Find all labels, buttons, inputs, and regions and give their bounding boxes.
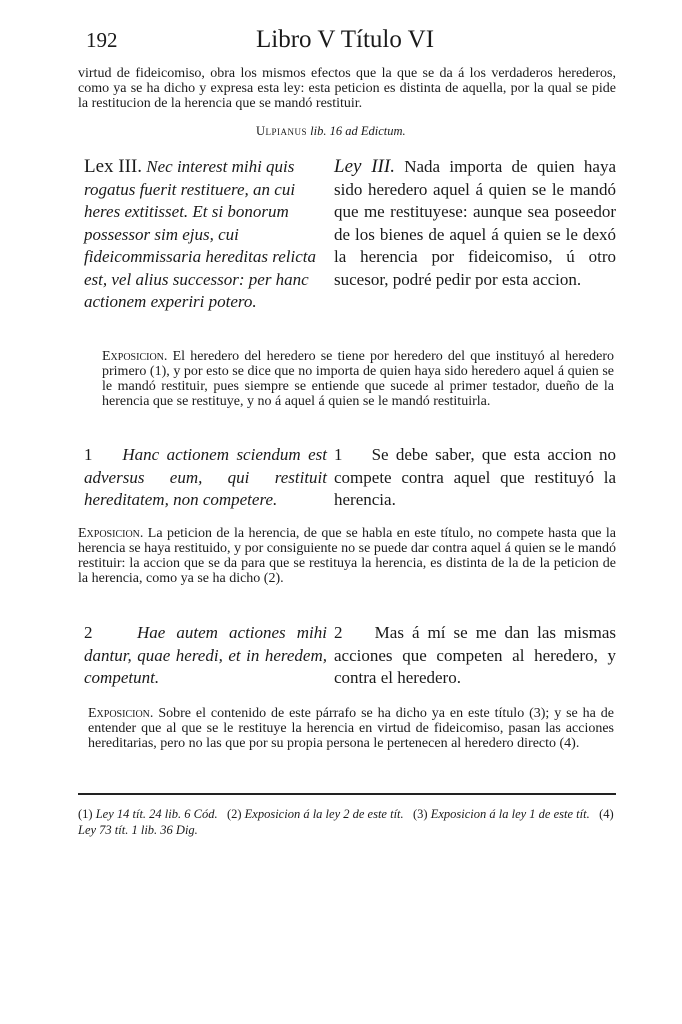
intro-paragraph [78, 66, 616, 111]
exposicion-3-lead: Exposicion. [88, 706, 154, 721]
exposicion-1 [102, 349, 614, 409]
section-2-latin [84, 622, 327, 690]
section-1-latin-text: Hanc actionem sciendum est adversus eum, qui restituit hereditatem, non competere. [84, 445, 328, 509]
attribution-author: Ulpianus [256, 124, 308, 138]
section-2-spanish-text: Mas á mí se me dan las mismas acciones que competen al heredero, y contra el heredero. [334, 623, 616, 687]
law-spanish-text: Nada importa de quien haya sido heredero aquel á quien se le mandó que me restituyese: aunque sea poseedor de los bienes de aquel á quien se le dexó la herencia por fideicomiso, ú otro sucesor, podré pedir por esta accion. [334, 157, 616, 289]
law-spanish-label: Ley III. [334, 156, 395, 177]
exposicion-1-text: El heredero del heredero se tiene por heredero del que instituyó al heredero primero (1), y por esto se dice que no importa de quien haya sido heredero aquel á quien se le mandó restituir, pues siempre se entiende que sucede al primer testador, dueño de la herencia que se restituye, y no á aquel á quien se le mandó restituirla. [102, 349, 614, 409]
page-number: 192 [86, 28, 118, 52]
footnote-2-mark: (2) [226, 807, 242, 821]
footnote-2: Exposicion á la ley 2 de este tít. [244, 807, 404, 821]
exposicion-3-text: Sobre el contenido de este párrafo se ha dicho ya en este título (3); y se ha de entender que al que se le restituye la herencia en virtud de fideicomiso, pasan las acciones hereditarias, pero no las que por su propia persona le pertenecen al heredero directo (4). [88, 706, 615, 751]
exposicion-2 [78, 526, 616, 586]
section-1-latin-number: 1 [84, 445, 93, 464]
section-1-spanish-number: 1 [334, 445, 343, 464]
footnotes [78, 806, 618, 838]
footnote-3: Exposicion á la ley 1 de este tít. [430, 807, 590, 821]
exposicion-2-lead: Exposicion. [78, 526, 144, 541]
attribution-source: lib. 16 ad Edictum. [310, 124, 406, 138]
section-2-spanish-number: 2 [334, 623, 343, 642]
attribution [256, 124, 406, 139]
law-spanish-column [334, 156, 616, 291]
law-latin-label: Lex III. [84, 156, 143, 177]
exposicion-2-text: La peticion de la herencia, de que se habla en este título, no compete hasta que la herencia se haya restituido, y por consiguiente no se puede dar contra aquel á quien se le mandó restituir: la accion que se da para que se restituya la herencia, es distinta de la de la peticion de la herencia, como ya se ha dicho (2). [78, 526, 616, 586]
section-1-latin [84, 444, 327, 512]
intro-text: virtud de fideicomiso, obra los mismos efectos que la que se da á los verdaderos herederos, como ya se ha dicho y expresa esta ley: esta peticion es distinta de aquella, por la qual se pide la restitucion de la herencia que se mandó restituir. [78, 66, 616, 111]
exposicion-3 [88, 706, 614, 751]
section-2-spanish [334, 622, 616, 690]
section-2-latin-number: 2 [84, 623, 93, 642]
section-1-spanish-text: Se debe saber, que esta accion no compete contra aquel que restituyó la herencia. [334, 445, 616, 509]
exposicion-1-lead: Exposicion. [102, 349, 168, 364]
section-1-spanish [334, 444, 616, 512]
running-head: Libro V Título VI [256, 26, 435, 53]
footnote-1-mark: (1) [78, 807, 93, 821]
footnote-rule [78, 793, 616, 795]
law-latin-column [84, 156, 327, 314]
footnote-4: Ley 73 tít. 1 lib. 36 Dig. [78, 823, 198, 837]
law-latin-text: Nec interest mihi quis rogatus fuerit restituere, an cui heres extitisset. Et si bonorum possessor sim ejus, cui fideicommissaria hereditas relicta est, vel alius successor: per hanc actionem experiri potero. [84, 157, 316, 311]
footnote-1: Ley 14 tít. 24 lib. 6 Cód. [95, 807, 218, 821]
footnote-4-mark: (4) [599, 807, 614, 821]
section-2-latin-text: Hae autem actiones mihi dantur, quae heredi, et in heredem, competunt. [84, 623, 328, 687]
footnote-3-mark: (3) [413, 807, 428, 821]
